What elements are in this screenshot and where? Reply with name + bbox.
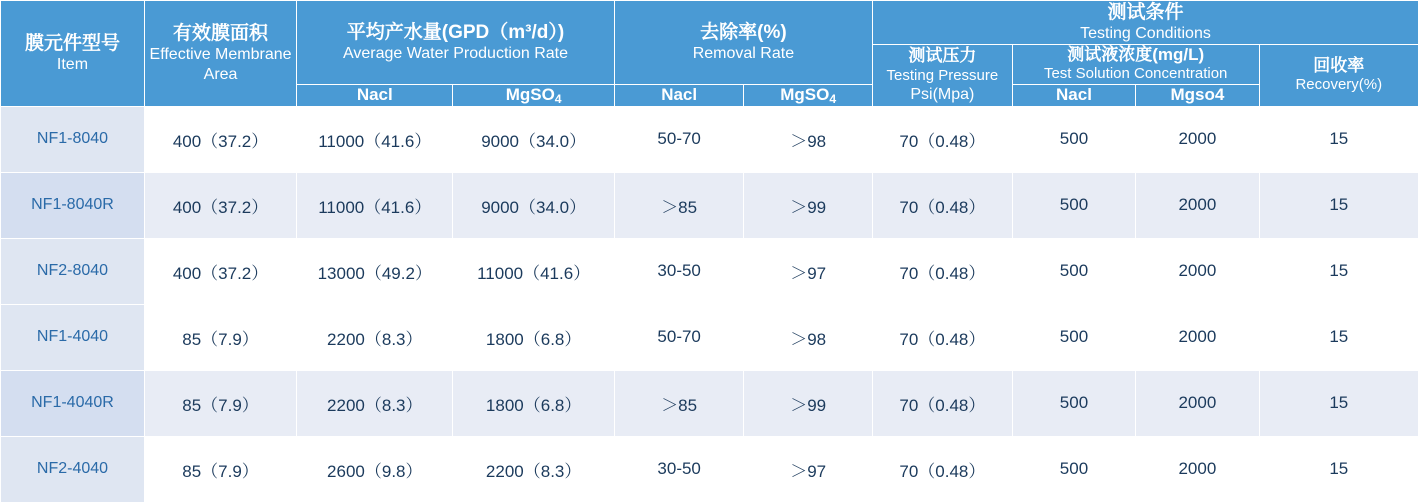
cell-production-nacl: 2600（9.8） — [297, 436, 453, 502]
cell-removal-mgso4: ＞98 — [744, 304, 873, 370]
header-recovery-en: Recovery(%) — [1295, 76, 1383, 94]
cell-production-nacl: 11000（41.6） — [297, 172, 453, 238]
cell-area: 400（37.2） — [144, 172, 296, 238]
cell-pressure: 70（0.48） — [872, 238, 1012, 304]
header-effective-membrane-area — [144, 1, 296, 107]
header-item-cn: 膜元件型号 — [24, 33, 120, 55]
cell-concentration-nacl: 500 — [1012, 238, 1135, 304]
cell-removal-nacl: ＞85 — [614, 370, 744, 436]
cell-production-nacl: 2200（8.3） — [297, 304, 453, 370]
cell-removal-nacl: 30-50 — [614, 238, 744, 304]
subheader-production-mgso4-sub: 4 — [554, 91, 562, 106]
table-row — [1, 370, 1419, 436]
cell-removal-mgso4: ＞97 — [744, 238, 873, 304]
cell-removal-nacl: ＞85 — [614, 172, 744, 238]
cell-concentration-nacl: 500 — [1012, 106, 1135, 172]
subheader-removal-mgso4-sub: 4 — [829, 91, 837, 106]
cell-pressure: 70（0.48） — [872, 172, 1012, 238]
cell-recovery: 15 — [1259, 436, 1418, 502]
cell-production-nacl: 2200（8.3） — [297, 370, 453, 436]
cell-production-mgso4: 9000（34.0） — [453, 106, 614, 172]
subheader-removal-nacl — [614, 84, 744, 106]
cell-item: NF2-4040 — [1, 436, 145, 502]
cell-item: NF1-8040 — [1, 106, 145, 172]
cell-recovery: 15 — [1259, 172, 1418, 238]
cell-area: 85（7.9） — [144, 436, 296, 502]
cell-removal-mgso4: ＞97 — [744, 436, 873, 502]
cell-removal-mgso4: ＞99 — [744, 172, 873, 238]
cell-pressure: 70（0.48） — [872, 304, 1012, 370]
table-row — [1, 106, 1419, 172]
subheader-production-nacl — [297, 84, 453, 106]
header-testing-conditions — [872, 1, 1418, 45]
cell-production-mgso4: 11000（41.6） — [453, 238, 614, 304]
subheader-removal-nacl-label: Nacl — [661, 85, 698, 105]
cell-concentration-nacl: 500 — [1012, 436, 1135, 502]
cell-removal-nacl: 50-70 — [614, 106, 744, 172]
cell-production-mgso4: 2200（8.3） — [453, 436, 614, 502]
cell-pressure: 70（0.48） — [872, 370, 1012, 436]
subheader-production-mgso4-label — [506, 85, 562, 104]
subheader-concentration-nacl — [1012, 84, 1135, 106]
header-recovery — [1259, 44, 1418, 106]
header-water-production — [297, 1, 615, 85]
header-pressure-unit: Psi(Mpa) — [910, 85, 975, 103]
cell-production-nacl: 13000（49.2） — [297, 238, 453, 304]
cell-removal-nacl: 30-50 — [614, 436, 744, 502]
cell-concentration-mgso4: 2000 — [1136, 370, 1259, 436]
header-testing-en: Testing Conditions — [1080, 25, 1211, 43]
table-row — [1, 238, 1419, 304]
table-body — [1, 106, 1419, 502]
cell-removal-mgso4: ＞98 — [744, 106, 873, 172]
header-testing-pressure — [872, 44, 1012, 106]
header-area-en: Effective Membrane Area — [149, 46, 292, 83]
cell-concentration-nacl: 500 — [1012, 370, 1135, 436]
cell-item: NF1-4040R — [1, 370, 145, 436]
cell-recovery: 15 — [1259, 370, 1418, 436]
table-row — [1, 172, 1419, 238]
cell-production-mgso4: 1800（6.8） — [453, 304, 614, 370]
subheader-production-mgso4-text: MgSO — [505, 84, 555, 104]
header-row-1 — [1, 1, 1419, 45]
header-removal-cn: 去除率(%) — [700, 22, 787, 44]
subheader-concentration-mgso4-label: Mgso4 — [1170, 85, 1225, 105]
header-pressure-en: Testing Pressure — [886, 66, 999, 84]
header-testing-cn: 测试条件 — [1107, 2, 1184, 23]
header-area-cn: 有效膜面积 — [173, 23, 269, 45]
subheader-concentration-mgso4 — [1136, 84, 1259, 106]
header-production-cn: 平均产水量(GPD（m³/d）) — [346, 22, 565, 44]
cell-concentration-mgso4: 2000 — [1136, 172, 1259, 238]
header-removal-rate — [614, 1, 872, 85]
cell-concentration-mgso4: 2000 — [1136, 106, 1259, 172]
header-concentration-cn: 测试液浓度(mg/L) — [1067, 44, 1205, 64]
cell-production-mgso4: 1800（6.8） — [453, 370, 614, 436]
subheader-removal-mgso4 — [744, 84, 873, 106]
header-pressure-cn: 测试压力 — [908, 45, 977, 65]
header-production-en: Average Water Production Rate — [342, 45, 568, 63]
subheader-concentration-nacl-label: Nacl — [1056, 85, 1092, 105]
cell-item: NF1-4040 — [1, 304, 145, 370]
cell-concentration-mgso4: 2000 — [1136, 304, 1259, 370]
subheader-removal-mgso4-text: MgSO — [780, 84, 830, 104]
cell-production-mgso4: 9000（34.0） — [453, 172, 614, 238]
header-concentration-en: Test Solution Concentration — [1043, 65, 1228, 83]
cell-removal-mgso4: ＞99 — [744, 370, 873, 436]
cell-pressure: 70（0.48） — [872, 436, 1012, 502]
header-item-en: Item — [56, 56, 89, 74]
subheader-production-nacl-label: Nacl — [356, 85, 393, 105]
table-row — [1, 304, 1419, 370]
header-recovery-cn: 回收率 — [1313, 55, 1365, 75]
header-test-solution-concentration — [1012, 44, 1259, 84]
subheader-removal-mgso4-label — [780, 85, 836, 104]
cell-area: 400（37.2） — [144, 238, 296, 304]
cell-area: 400（37.2） — [144, 106, 296, 172]
cell-removal-nacl: 50-70 — [614, 304, 744, 370]
cell-recovery: 15 — [1259, 106, 1418, 172]
subheader-production-mgso4 — [453, 84, 614, 106]
cell-concentration-mgso4: 2000 — [1136, 238, 1259, 304]
header-item — [1, 1, 145, 107]
cell-recovery: 15 — [1259, 304, 1418, 370]
cell-production-nacl: 11000（41.6） — [297, 106, 453, 172]
cell-item: NF2-8040 — [1, 238, 145, 304]
cell-recovery: 15 — [1259, 238, 1418, 304]
cell-concentration-mgso4: 2000 — [1136, 436, 1259, 502]
header-removal-en: Removal Rate — [692, 45, 795, 63]
cell-concentration-nacl: 500 — [1012, 172, 1135, 238]
cell-area: 85（7.9） — [144, 304, 296, 370]
table-row — [1, 436, 1419, 502]
cell-pressure: 70（0.48） — [872, 106, 1012, 172]
cell-item: NF1-8040R — [1, 172, 145, 238]
cell-area: 85（7.9） — [144, 370, 296, 436]
cell-concentration-nacl: 500 — [1012, 304, 1135, 370]
